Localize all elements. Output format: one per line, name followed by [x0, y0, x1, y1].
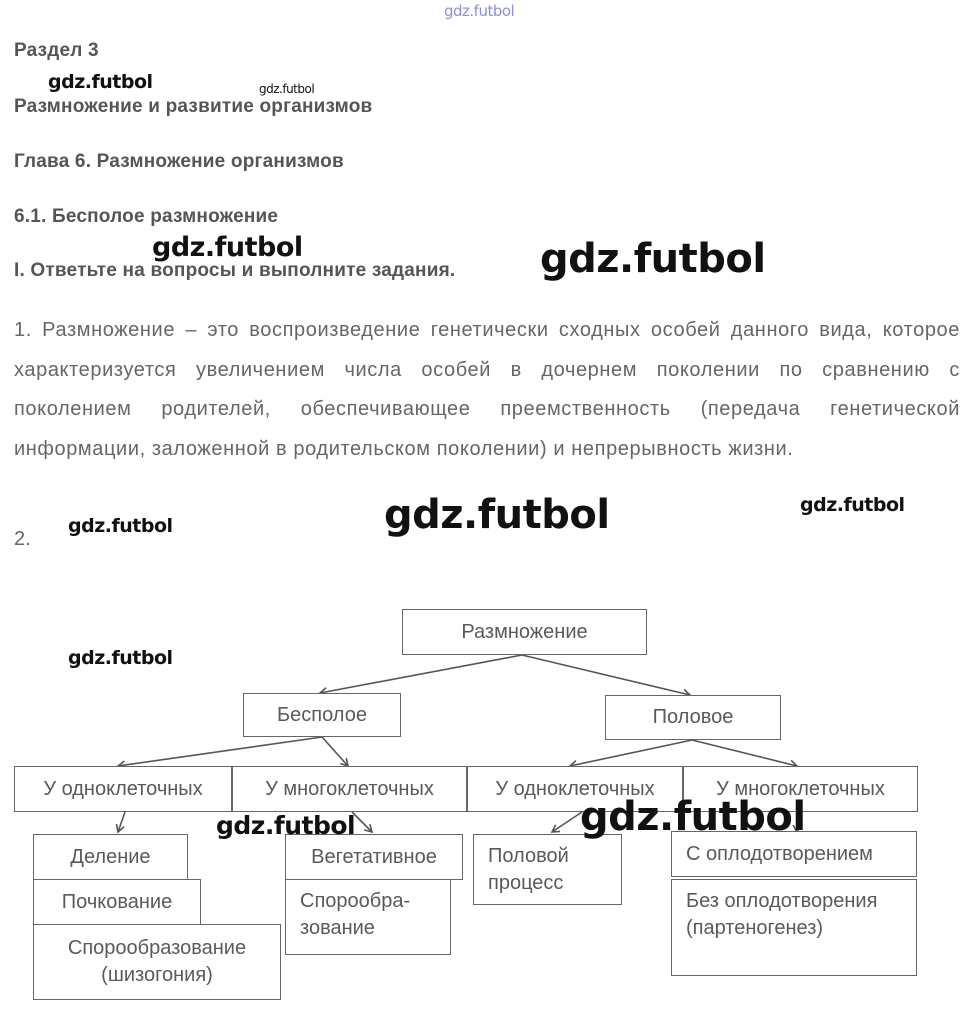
- diagram-node-division: Деление: [33, 834, 188, 880]
- task-block-heading: I. Ответьте на вопросы и выполните задания.: [14, 260, 456, 281]
- diagram-node-budding: Почкование: [33, 879, 201, 925]
- arrow-sexual-multi: [692, 740, 797, 766]
- diagram-node-root: Размножение: [402, 609, 647, 655]
- subsection-heading: 6.1. Бесполое размножение: [14, 206, 279, 227]
- diagram-node-sporulation: Спорообра-зование: [285, 879, 451, 955]
- diagram-node-asexual-multicellular: У многоклеточных: [232, 766, 467, 812]
- watermark: gdz.futbol: [152, 232, 303, 263]
- arrow-sexual-uni-down: [552, 812, 582, 832]
- arrow-asexual-multi: [322, 737, 348, 766]
- watermark: gdz.futbol: [384, 492, 610, 538]
- answer-2-label: 2.: [14, 528, 31, 550]
- diagram-node-sexual-unicellular: У одноклеточных: [467, 766, 683, 812]
- diagram-node-asexual: Бесполое: [243, 693, 401, 737]
- section-heading: Раздел 3: [14, 40, 99, 61]
- diagram-node-with-fertilization: С оплодотворением: [671, 831, 917, 877]
- watermark: gdz.futbol: [68, 515, 173, 537]
- watermark: gdz.futbol: [48, 71, 153, 93]
- diagram-node-sporulation-schizogony: Спорообразование (шизогония): [33, 924, 281, 1000]
- watermark: gdz.futbol: [68, 647, 173, 669]
- diagram-node-without-fertilization: Без оплодотворения (партеногенез): [671, 879, 917, 976]
- watermark: gdz.futbol: [800, 494, 905, 516]
- arrow-sexual-uni: [570, 740, 692, 766]
- diagram-node-sexual-multicellular: У многоклеточных: [683, 766, 918, 812]
- diagram-node-sexual: Половое: [605, 695, 781, 740]
- diagram-node-sexual-process: Половой процесс: [473, 834, 622, 905]
- arrow-root-asexual: [320, 655, 522, 693]
- arrow-root-sexual: [522, 655, 690, 695]
- watermark: gdz.futbol: [580, 794, 806, 840]
- chapter-heading: Глава 6. Размножение организмов: [14, 151, 344, 172]
- answer-1-text: 1. Размножение – это воспроизведение генетически сходных особей данного вида, которое характеризуется увеличением числа особей в дочернем поколении по сравнению с поколением родителей, обеспечивающее преемственность (передача генетической информации, заложенной в родительском поколении) и непрерывность жизни.: [14, 319, 960, 460]
- arrow-asexual-uni-down: [118, 812, 125, 832]
- section-title: Размножение и развитие организмов: [14, 96, 373, 117]
- diagram-node-vegetative: Вегетативное: [285, 834, 463, 880]
- diagram-node-asexual-unicellular: У одноклеточных: [14, 766, 232, 812]
- watermark-top: gdz.futbol: [444, 2, 515, 20]
- watermark: gdz.futbol: [540, 236, 766, 282]
- watermark: gdz.futbol: [259, 82, 315, 96]
- arrow-asexual-uni: [118, 737, 322, 766]
- watermark: gdz.futbol: [216, 811, 356, 840]
